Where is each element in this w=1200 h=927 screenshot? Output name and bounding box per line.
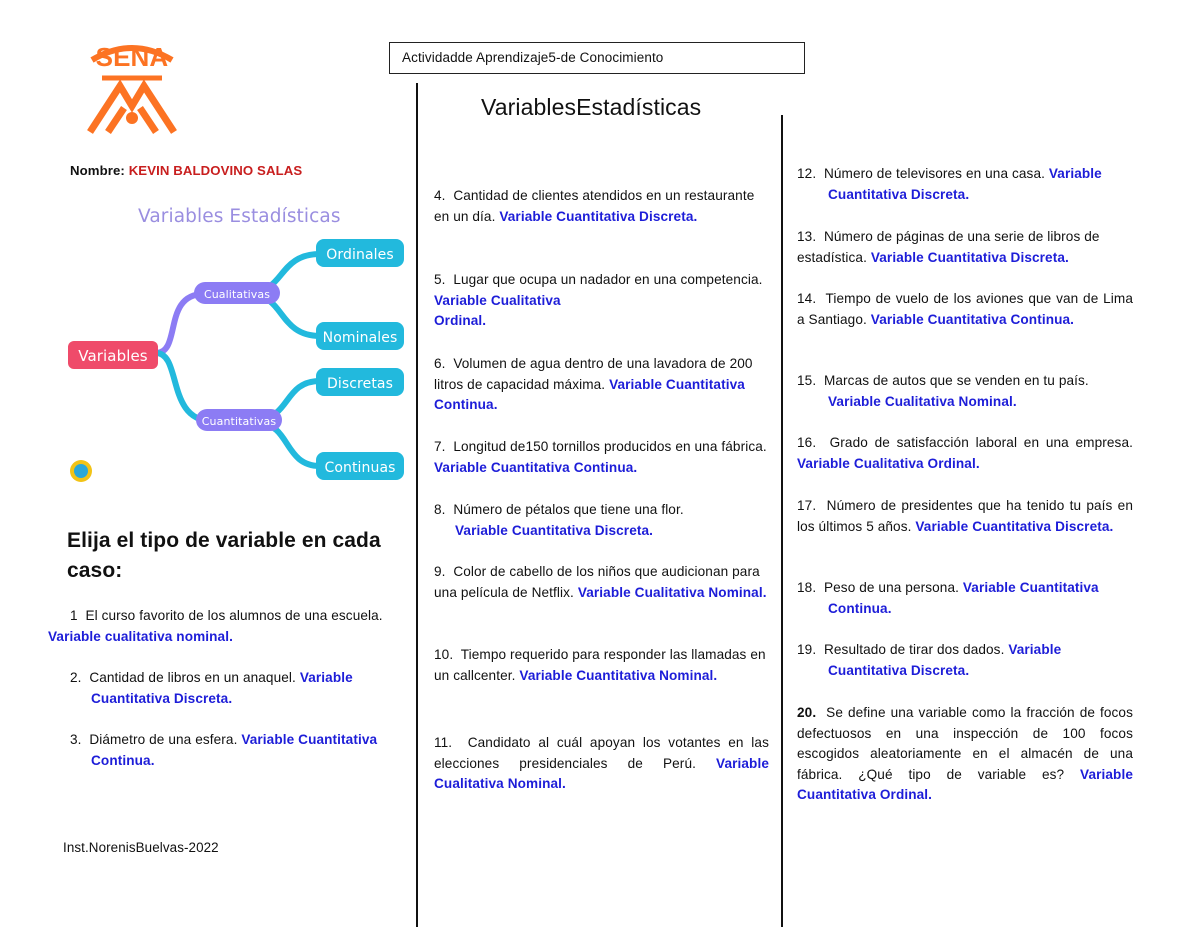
- student-name-line: [70, 163, 302, 178]
- column-divider: [781, 115, 783, 927]
- list-item: 20. Se define una variable como la fracción de focos defectuosos en una inspección de 100 focos escogidos aleatoriamente en el almacén de una fábrica. ¿Qué tipo de variable es? Variable Cuantitativa Ordinal.: [797, 705, 1133, 802]
- question-heading: Elija el tipo de variable en cada caso:: [67, 529, 381, 582]
- mindmap-leaf-label: Nominales: [322, 330, 398, 346]
- list-item: 17. Número de presidentes que ha tenido tu país en los últimos 5 años. Variable Cuantitativa Discreta.: [797, 498, 1133, 534]
- list-item: 10. Tiempo requerido para responder las llamadas en un callcenter. Variable Cuantitativa Nominal.: [434, 647, 766, 683]
- list-item: 6. Volumen de agua dentro de una lavadora de 200 litros de capacidad máxima. Variable Cuantitativa Continua.: [434, 356, 753, 412]
- mindmap-branch-label: Cuantitativas: [201, 415, 277, 428]
- activity-title: Actividadde Aprendizaje5-de Conocimiento: [402, 50, 664, 65]
- mindmap-leaf-label: Continuas: [324, 460, 396, 476]
- list-item: 14. Tiempo de vuelo de los aviones que van de Lima a Santiago. Variable Cuantitativa Continua.: [797, 291, 1133, 327]
- list-item: 7. Longitud de150 tornillos producidos en una fábrica. Variable Cuantitativa Continua.: [434, 439, 767, 475]
- variables-mindmap: [64, 196, 410, 496]
- student-name: KEVIN BALDOVINO SALAS: [128, 163, 303, 178]
- list-item: 9. Color de cabello de los niños que audicionan para una película de Netflix. Variable Cualitativa Nominal.: [434, 564, 767, 600]
- footer-credit: Inst.NorenisBuelvas-2022: [63, 840, 219, 855]
- list-item: 19. Resultado de tirar dos dados. Variable Cuantitativa Discreta.: [797, 642, 1062, 678]
- sena-logo: [72, 20, 192, 145]
- list-item: 16. Grado de satisfacción laboral en una empresa. Variable Cualitativa Ordinal.: [797, 435, 1133, 471]
- mindmap-title: Variables Estadísticas: [138, 206, 341, 227]
- list-item: 5. Lugar que ocupa un nadador en una competencia. Variable Cualitativa Ordinal.: [434, 272, 763, 328]
- list-item: 15. Marcas de autos que se venden en tu país. Variable Cualitativa Nominal.: [797, 373, 1089, 409]
- student-name-label: Nombre:: [70, 163, 125, 178]
- svg-text:SENA: SENA: [95, 42, 169, 72]
- list-item: 3. Diámetro de una esfera. Variable Cuantitativa Continua.: [70, 732, 378, 768]
- list-item: 13. Número de páginas de una serie de libros de estadística. Variable Cuantitativa Discreta.: [797, 229, 1100, 265]
- column-divider: [416, 83, 418, 927]
- list-item: 1 El curso favorito de los alumnos de una escuela. Variable cualitativa nominal.: [48, 608, 383, 644]
- list-item: 4. Cantidad de clientes atendidos en un restaurante en un día. Variable Cuantitativa Discreta.: [434, 188, 755, 224]
- list-item: 18. Peso de una persona. Variable Cuantitativa Continua.: [797, 580, 1099, 616]
- list-item: 8. Número de pétalos que tiene una flor. Variable Cuantitativa Discreta.: [434, 502, 684, 538]
- mindmap-leaf-label: Discretas: [327, 376, 393, 392]
- activity-title-box: [389, 42, 805, 74]
- list-item: 12. Número de televisores en una casa. Variable Cuantitativa Discreta.: [797, 166, 1102, 202]
- list-item: 11. Candidato al cuál apoyan los votantes en las elecciones presidenciales de Perú. Variable Cualitativa Nominal.: [434, 735, 769, 791]
- mindmap-leaf-label: Ordinales: [326, 247, 394, 263]
- mindmap-root-label: Variables: [78, 347, 148, 365]
- list-item: 2. Cantidad de libros en un anaquel. Variable Cuantitativa Discreta.: [70, 670, 353, 706]
- mindmap-branch-label: Cualitativas: [203, 288, 271, 301]
- document-title: VariablesEstadísticas: [481, 94, 702, 120]
